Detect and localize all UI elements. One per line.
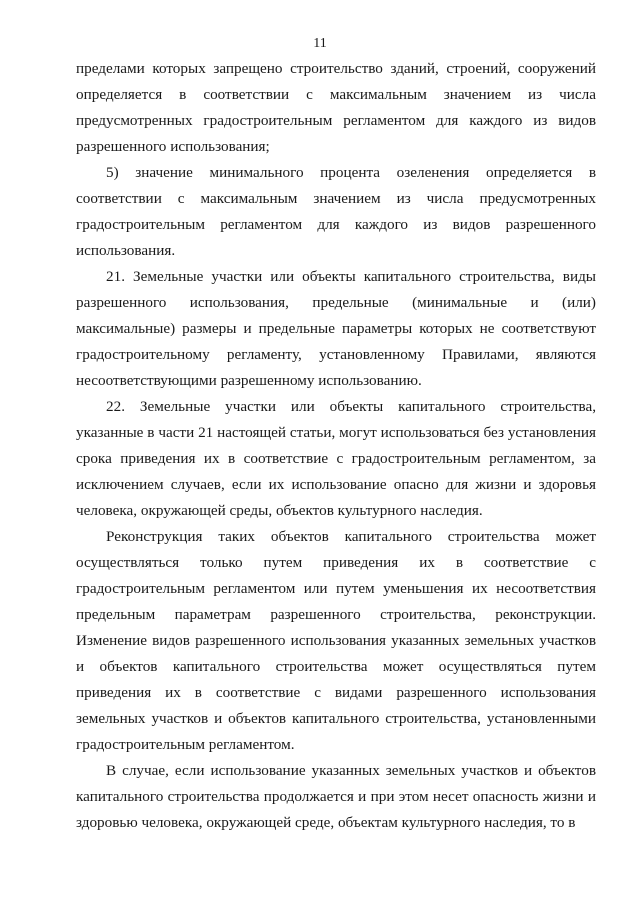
- page-number: 11: [313, 36, 327, 51]
- document-body: [76, 56, 596, 836]
- paragraph-clause-22: 22. Земельные участки или объекты капитального строительства, указанные в части 21 настоящей статьи, могут использоваться без установления срока приведения их в соответствие с градостроительным регламентом, за исключением случаев, если их использование опасно для жизни и здоровья человека, окружающей среды, объектов культурного наследия.: [76, 398, 596, 519]
- paragraph-reconstruction: Реконструкция таких объектов капитального строительства может осуществляться только путем приведения их в соответствие с градостроительным регламентом или путем уменьшения их несоответствия предельным параметрам разрешенного строительства, реконструкции. Изменение видов разрешенного использования указанных земельных участков и объектов капитального строительства может осуществляться путем приведения их в соответствие с видами разрешенного использования земельных участков и объектов капитального строительства, установленными градостроительным регламентом.: [76, 528, 596, 753]
- paragraph-item-5: 5) значение минимального процента озеленения определяется в соответствии с максимальным значением из числа предусмотренных градостроительным регламентом для каждого из видов разрешенного использования.: [76, 164, 596, 259]
- paragraph-clause-21: 21. Земельные участки или объекты капитального строительства, виды разрешенного использования, предельные (минимальные и (или) максимальные) размеры и предельные параметры которых не соответствуют градостроительному регламенту, установленному Правилами, являются несоответствующими разрешенному использованию.: [76, 268, 596, 389]
- paragraph-hazard-case: В случае, если использование указанных земельных участков и объектов капитального строительства продолжается и при этом несет опасность жизни и здоровью человека, окружающей среде, объектам культурного наследия, то в: [76, 762, 596, 831]
- paragraph-continuation: пределами которых запрещено строительство зданий, строений, сооружений определяется в соответствии с максимальным значением из числа предусмотренных градостроительным регламентом для каждого из видов разрешенного использования;: [76, 60, 596, 155]
